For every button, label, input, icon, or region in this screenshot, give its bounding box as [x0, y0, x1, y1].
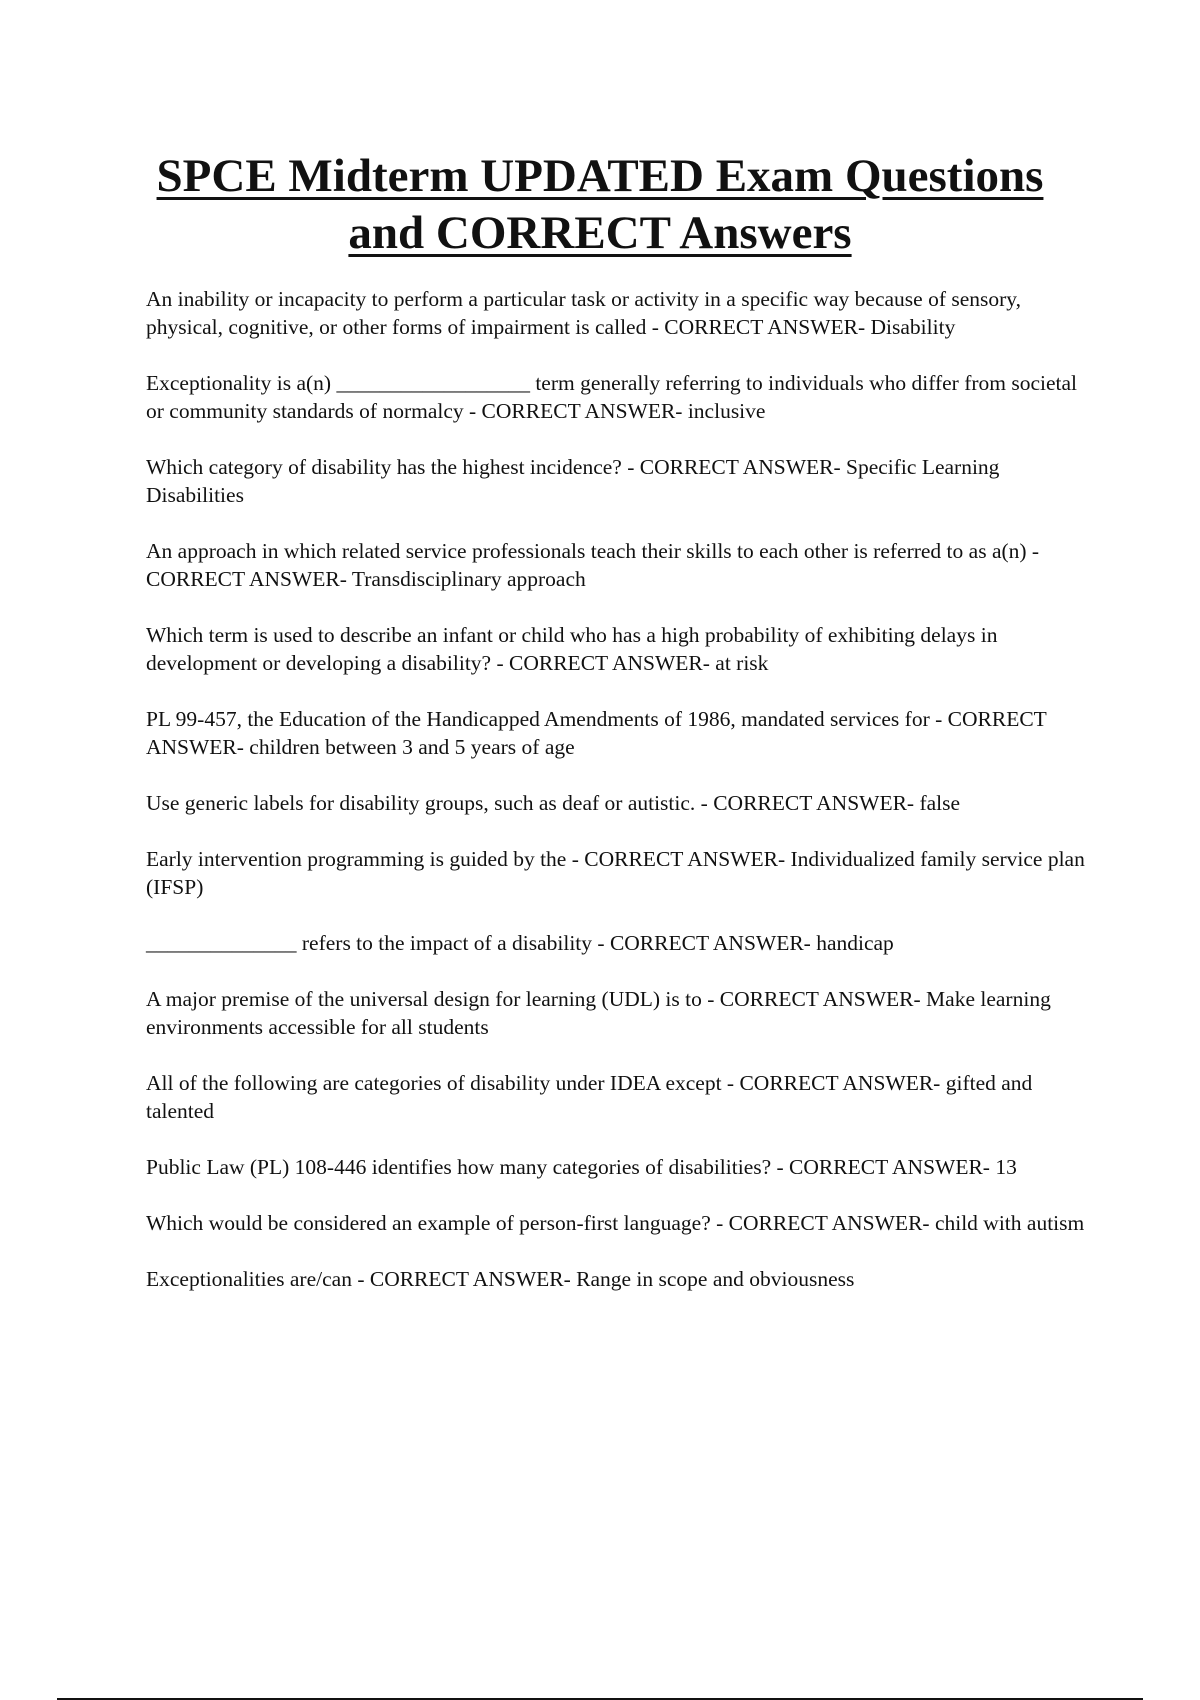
qa-item-13: Which would be considered an example of person-first language? - CORRECT ANSWER- child with autism: [146, 1211, 1085, 1235]
title-line-2: and CORRECT Answers: [348, 207, 852, 259]
qa-item-12: Public Law (PL) 108-446 identifies how many categories of disabilities? - CORRECT ANSWER- 13: [146, 1155, 1017, 1179]
qa-item-3: Which category of disability has the highest incidence? - CORRECT ANSWER- Specific Learning Disabilities: [146, 455, 1000, 507]
qa-item-2: Exceptionality is a(n) __________________ term generally referring to individuals who differ from societal or community standards of normalcy - CORRECT ANSWER- inclusive: [146, 371, 1078, 423]
question-answer-list: [146, 285, 1091, 1321]
qa-item-4: An approach in which related service professionals teach their skills to each other is referred to as a(n) - CORRECT ANSWER- Transdisciplinary approach: [146, 539, 1040, 591]
qa-item-5: Which term is used to describe an infant or child who has a high probability of exhibiting delays in development or developing a disability? - CORRECT ANSWER- at risk: [146, 623, 998, 675]
qa-item-11: All of the following are categories of disability under IDEA except - CORRECT ANSWER- gifted and talented: [146, 1071, 1033, 1123]
qa-item-6: PL 99-457, the Education of the Handicapped Amendments of 1986, mandated services for - CORRECT ANSWER- children between 3 and 5 years of age: [146, 707, 1047, 759]
qa-item-8: Early intervention programming is guided by the - CORRECT ANSWER- Individualized family service plan (IFSP): [146, 847, 1085, 899]
qa-item-14: Exceptionalities are/can - CORRECT ANSWER- Range in scope and obviousness: [146, 1267, 855, 1291]
page-title: [100, 148, 1100, 262]
qa-item-1: An inability or incapacity to perform a particular task or activity in a specific way because of sensory, physical, cognitive, or other forms of impairment is called - CORRECT ANSWER- Disability: [146, 287, 1022, 339]
qa-item-9: ______________ refers to the impact of a disability - CORRECT ANSWER- handicap: [146, 931, 894, 955]
qa-item-7: Use generic labels for disability groups, such as deaf or autistic. - CORRECT ANSWER- false: [146, 791, 961, 815]
title-line-1: SPCE Midterm UPDATED Exam Questions: [156, 150, 1044, 202]
qa-item-10: A major premise of the universal design for learning (UDL) is to - CORRECT ANSWER- Make learning environments accessible for all students: [146, 987, 1051, 1039]
